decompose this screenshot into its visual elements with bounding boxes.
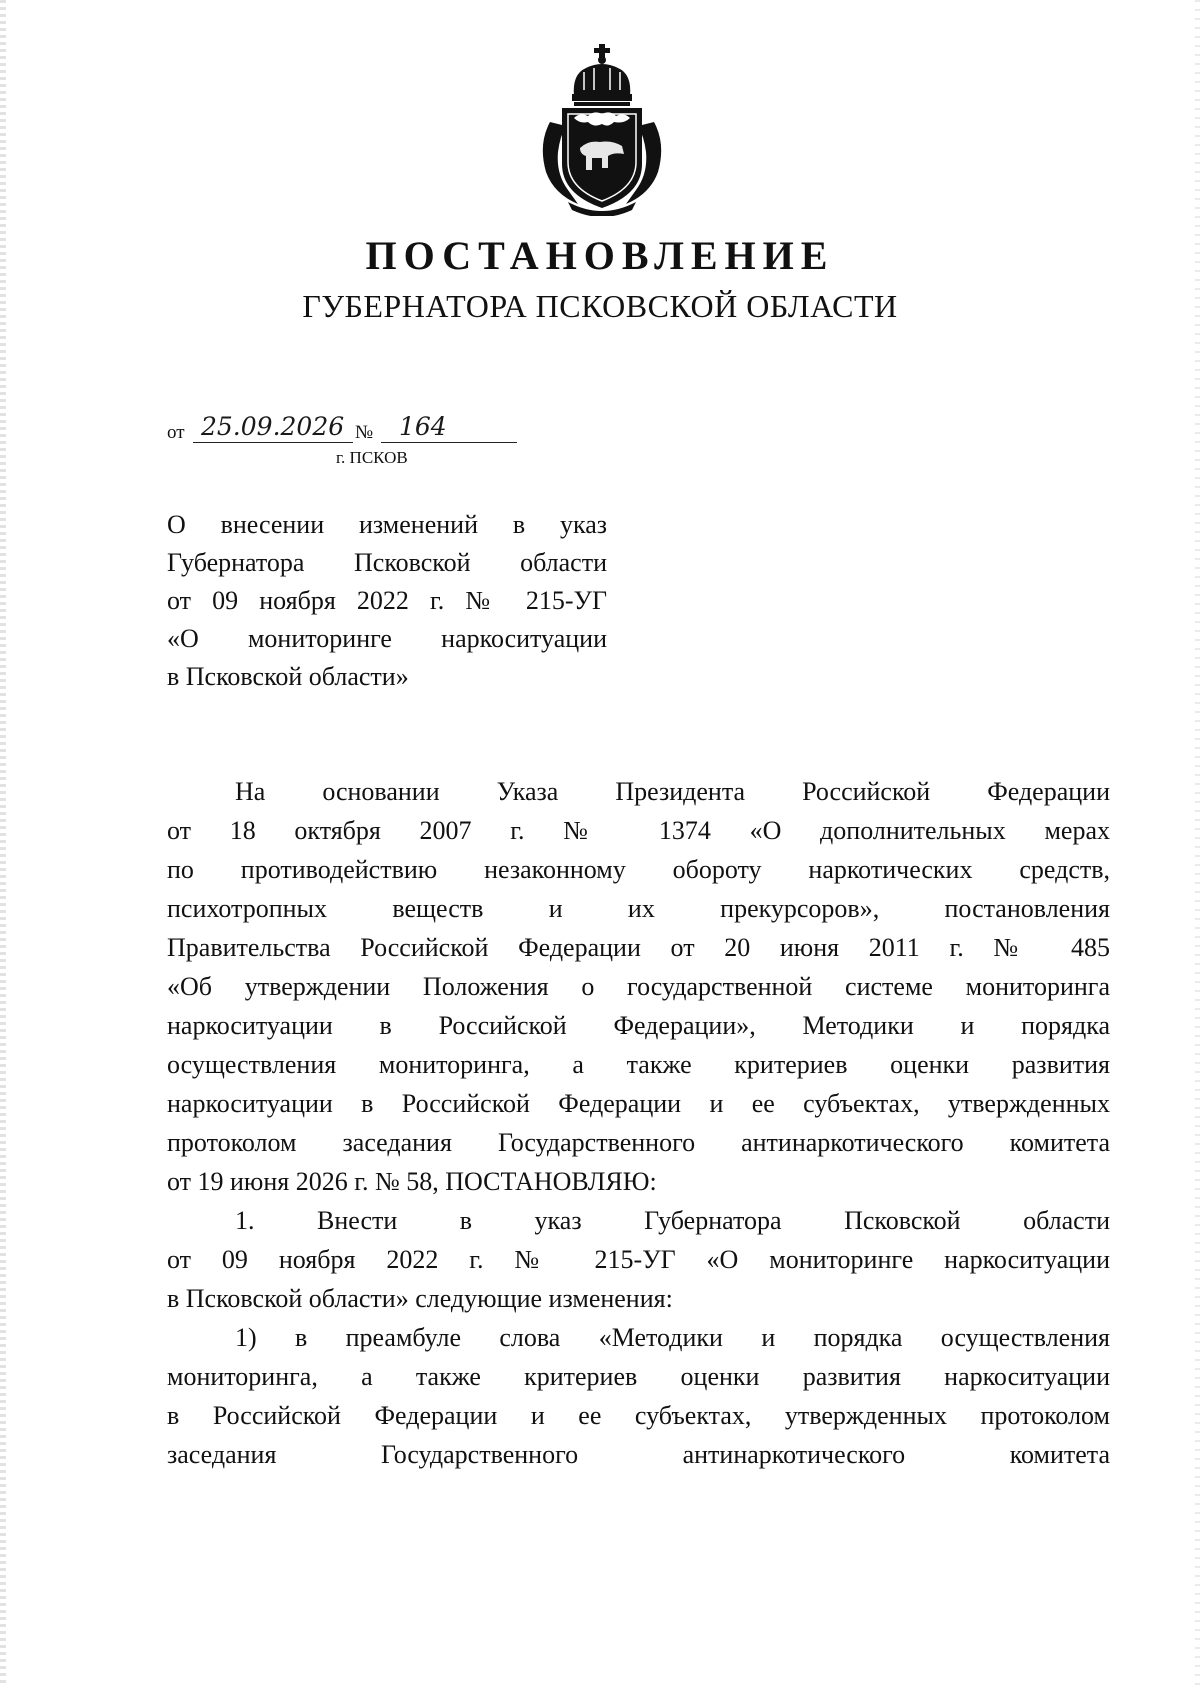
body-line: по противодействию незаконному обороту наркотических средств, — [167, 855, 1110, 884]
body-line: в Псковской области» следующие изменения: — [167, 1284, 673, 1313]
body-line: «Об утверждении Положения о государственной системе мониторинга — [167, 972, 1110, 1001]
body-line: в Российской Федерации и ее субъектах, утвержденных протоколом — [167, 1401, 1110, 1430]
number-underline — [381, 442, 517, 443]
body-line: психотропных веществ и их прекурсоров», постановления — [167, 894, 1110, 923]
body-line: 1) в преамбуле слова «Методики и порядка осуществления — [235, 1323, 1110, 1352]
date-number-line — [167, 412, 567, 452]
coat-of-arms-icon — [528, 44, 676, 216]
subject-line: «О мониторинге наркоситуации — [167, 624, 607, 653]
body-line: от 19 июня 2026 г. № 58, ПОСТАНОВЛЯЮ: — [167, 1167, 657, 1196]
number-handwritten: 164 — [399, 412, 447, 441]
subject-line: в Псковской области» — [167, 662, 409, 691]
subject-line: от 09 ноября 2022 г. № 215-УГ — [167, 586, 607, 615]
paragraph-item-1 — [167, 1201, 1110, 1318]
document-title: ПОСТАНОВЛЕНИЕ — [365, 233, 835, 278]
body-line: осуществления мониторинга, а также критериев оценки развития — [167, 1050, 1110, 1079]
body-line: Правительства Российской Федерации от 20 июня 2011 г. № 485 — [167, 933, 1110, 962]
body-line: На основании Указа Президента Российской Федерации — [235, 777, 1110, 806]
date-underline — [193, 442, 353, 443]
document-subtitle: ГУБЕРНАТОРА ПСКОВСКОЙ ОБЛАСТИ — [302, 288, 898, 324]
body-line: от 09 ноября 2022 г. № 215-УГ «О мониторинге наркоситуации — [167, 1245, 1110, 1274]
body-line: мониторинга, а также критериев оценки развития наркоситуации — [167, 1362, 1110, 1391]
body-line: 1. Внести в указ Губернатора Псковской области — [235, 1206, 1110, 1235]
document-subject — [167, 506, 607, 696]
body-line: протоколом заседания Государственного антинаркотического комитета — [167, 1128, 1110, 1157]
body-line: заседания Государственного антинаркотического комитета — [167, 1440, 1110, 1469]
subject-line: О внесении изменений в указ — [167, 510, 607, 539]
body-line: от 18 октября 2007 г. № 1374 «О дополнительных мерах — [167, 816, 1110, 845]
subject-line: Губернатора Псковской области — [167, 548, 607, 577]
date-prefix: от — [167, 422, 185, 443]
city-label: г. ПСКОВ — [336, 448, 408, 467]
document-body — [167, 772, 1110, 1474]
body-line: наркоситуации в Российской Федерации и ее субъектах, утвержденных — [167, 1089, 1110, 1118]
number-prefix: № — [355, 422, 374, 443]
paragraph-subitem-1 — [167, 1318, 1110, 1474]
body-line: наркоситуации в Российской Федерации», Методики и порядка — [167, 1011, 1110, 1040]
paragraph-preamble — [167, 772, 1110, 1201]
date-handwritten: 25.09.2026 — [201, 412, 345, 441]
